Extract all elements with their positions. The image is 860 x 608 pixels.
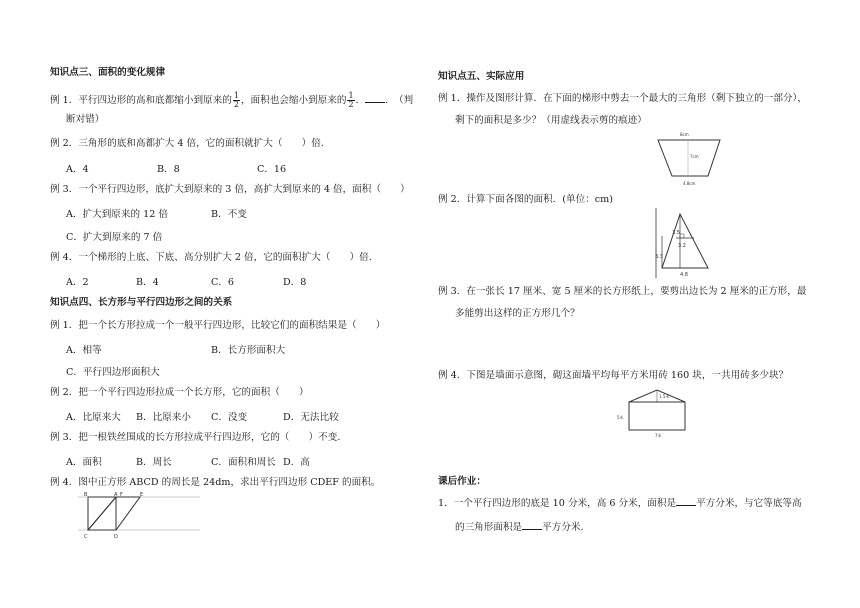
square-parallelogram-figure (70, 490, 210, 546)
parallelogram-cdef (88, 497, 140, 530)
s4-q1-opt-b[interactable]: B．长方形面积大 (211, 345, 286, 356)
s4-q3-opt-c[interactable]: C．面积和周长 (211, 457, 276, 468)
s4-q2-opt-b[interactable]: B．比原来小 (136, 412, 192, 423)
s3-q4-opt-b[interactable]: B．4 (136, 277, 159, 288)
wall-top-label: 1.5米 (659, 394, 670, 399)
fraction-half: $\frac{1}{2}$ (348, 91, 354, 109)
tri-label-a: 3.5 (672, 230, 680, 236)
answer-blank[interactable] (522, 520, 542, 530)
label-c: C (84, 534, 88, 540)
hw-q1-cont: 的三角形面积是 平方分米. (455, 522, 584, 533)
triangle-shape (662, 214, 708, 268)
right-angle-mark (680, 234, 684, 238)
s4-q2-opt-c[interactable]: C．没变 (211, 412, 248, 423)
tri-label-b: 3.2 (678, 243, 686, 249)
s3-q3: 例 3．一个平行四边形，底扩大到原来的 3 倍，高扩大到原来的 4 倍，面积（ ） (50, 184, 410, 195)
s5-q4: 例 4．下图是墙面示意图，砌这面墙平均每平方米用砖 160 块，一共用砖多少块？ (438, 370, 789, 381)
diagonal-line (88, 497, 116, 530)
s4-q3: 例 3．把一根铁丝围成的长方形拉成平行四边形，它的（ ）不变. (50, 432, 341, 443)
trap-top-label: 8cm (680, 132, 689, 137)
trapezoid-figure (650, 128, 730, 190)
s4-q2: 例 2．把一个平行四边形拉成一个长方形，它的面积（ ） (50, 387, 309, 398)
s3-q4: 例 4．一个梯形的上底、下底、高分别扩大 2 倍，它的面积扩大（ ）倍. (50, 252, 372, 263)
label-f: F (120, 492, 123, 498)
s5-q3-line2: 多能剪出这样的正方形几个？ (455, 308, 580, 319)
label-e: E (140, 492, 144, 498)
label-b: B (84, 492, 88, 498)
s5-q2: 例 2．计算下面各图的面积．(单位：cm) (438, 194, 614, 205)
trapezoid-shape (658, 140, 720, 176)
s3-q1: 例 1．平行四边形的高和底都缩小到原来的 $\frac{1}{2}$ ，面积也会缩小到原来的 $\frac{1}{2}$ ． ． （判 (50, 91, 414, 109)
s5-q1-line2: 剩下的面积是多少？（用虚线表示剪的痕迹） (455, 115, 647, 126)
s3-q2-opt-c[interactable]: C．16 (257, 164, 287, 175)
section4-title: 知识点四、长方形与平行四边形之间的关系 (50, 297, 233, 308)
s3-q2-opt-a[interactable]: A．4 (66, 164, 89, 175)
s4-q3-opt-d[interactable]: D．高 (283, 457, 310, 468)
answer-blank[interactable] (365, 93, 385, 103)
s3-q2-opt-b[interactable]: B．8 (157, 164, 180, 175)
s3-q1-cont: 断对错） (66, 114, 105, 125)
label-a: A (114, 492, 118, 498)
triangle-figure (648, 206, 720, 282)
wall-figure (615, 386, 695, 440)
label-d: D (114, 534, 118, 540)
hw-q1: 1．一个平行四边形的底是 10 分米，高 6 分米，面积是 平方分米，与它等底等高 (438, 498, 802, 509)
fraction-half: $\frac{1}{2}$ (233, 91, 239, 109)
s4-q1-opt-c[interactable]: C．平行四边形面积大 (66, 367, 160, 378)
s4-q2-opt-d[interactable]: D．无法比较 (283, 412, 339, 423)
s4-q1: 例 1．把一个长方形拉成一个一般平行四边形，比较它们的面积结果是（ ） (50, 320, 386, 331)
s4-q2-opt-a[interactable]: A．比原来大 (66, 412, 121, 423)
tri-label-c: 3.3 (655, 254, 663, 260)
s3-q4-opt-c[interactable]: C．6 (211, 277, 235, 288)
answer-blank[interactable] (676, 496, 696, 506)
s3-q3-opt-c[interactable]: C．扩大到原来的 7 倍 (66, 232, 163, 243)
wall-rect (629, 402, 685, 430)
s3-q3-opt-a[interactable]: A．扩大到原来的 12 倍 (66, 209, 168, 220)
s4-q3-opt-b[interactable]: B．周长 (136, 457, 172, 468)
s3-q2: 例 2．三角形的底和高都扩大 4 倍，它的面积就扩大（ ）倍. (50, 138, 324, 149)
tri-label-d: 4.8 (680, 272, 688, 278)
s4-q1-opt-a[interactable]: A．相等 (66, 345, 102, 356)
section3-title: 知识点三、面积的变化规律 (50, 67, 166, 78)
s3-q4-opt-a[interactable]: A．2 (66, 277, 89, 288)
s3-q4-opt-d[interactable]: D．8 (283, 277, 307, 288)
trap-height-label: 7cm (690, 154, 699, 159)
s4-q4: 例 4．图中正方形 ABCD 的周长是 24dm，求出平行四边形 CDEF 的面积。 (50, 477, 381, 488)
trap-bottom-label: 4.8cm (683, 181, 696, 186)
s4-q3-opt-a[interactable]: A．面积 (66, 457, 102, 468)
section5-title: 知识点五、实际应用 (438, 71, 525, 82)
s5-q1-line1: 例 1．操作及图形计算．在下面的梯形中剪去一个最大的三角形（剩下独立的一部分）， (438, 93, 807, 104)
s3-q3-opt-b[interactable]: B．不变 (211, 209, 247, 220)
homework-title: 课后作业： (438, 476, 486, 487)
s5-q3-line1: 例 3．在一张长 17 厘米、宽 5 厘米的长方形纸上，要剪出边长为 2 厘米的正方形，最 (438, 286, 807, 297)
wall-bottom-label: 7米 (655, 433, 662, 438)
wall-side-label: 5米 (617, 415, 624, 420)
